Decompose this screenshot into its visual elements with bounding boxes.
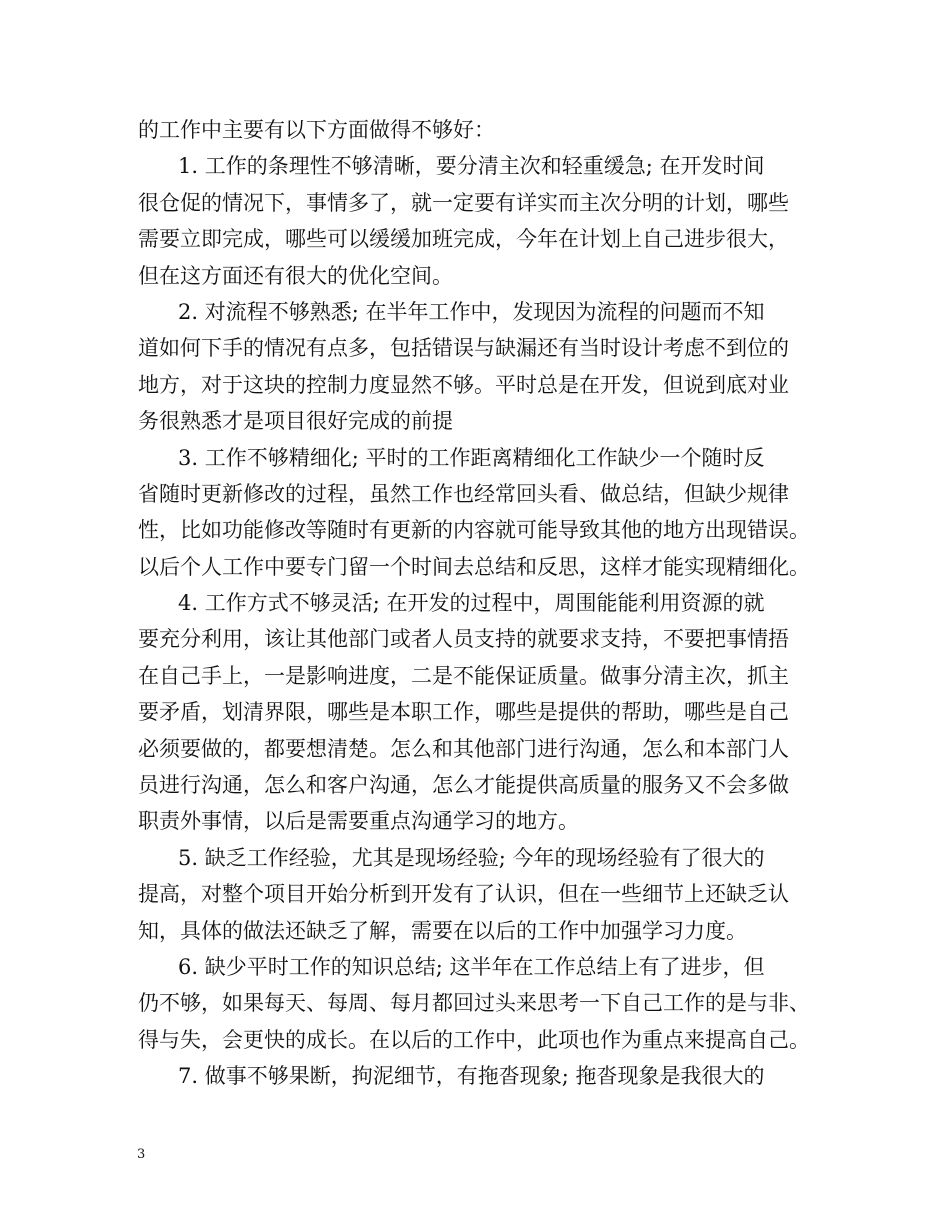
text-line: 提高，对整个项目开始分析到开发有了认识，但在一些细节上还缺乏认 [138,882,789,907]
text-line: 2. 对流程不够熟悉; 在半年工作中，发现因为流程的问题而不知 [178,299,765,324]
text-line: 地方，对于这块的控制力度显然不够。平时总是在开发，但说到底对业 [138,372,789,397]
text-line: 道如何下手的情况有点多，包括错误与缺漏还有当时设计考虑不到位的 [138,336,789,361]
text-line: 仍不够，如果每天、每周、每月都回过头来思考一下自己工作的是与非、 [138,991,810,1016]
text-line: 要矛盾，划清界限，哪些是本职工作，哪些是提供的帮助，哪些是自己 [138,700,789,725]
text-line: 很仓促的情况下，事情多了，就一定要有详实而主次分明的计划，哪些 [138,190,789,215]
text-line: 省随时更新修改的过程，虽然工作也经常回头看、做总结，但缺少规律 [138,481,789,506]
text-line: 5. 缺乏工作经验，尤其是现场经验; 今年的现场经验有了很大的 [178,845,765,870]
body-text [138,112,824,1095]
text-line: 3. 工作不够精细化; 平时的工作距离精细化工作缺少一个随时反 [178,445,765,470]
text-line: 职责外事情，以后是需要重点沟通学习的地方。 [138,809,579,834]
text-line: 务很熟悉才是项目很好完成的前提 [138,409,453,434]
text-line: 员进行沟通，怎么和客户沟通，怎么才能提供高质量的服务又不会多做 [138,773,789,798]
text-line: 性，比如功能修改等随时有更新的内容就可能导致其他的地方出现错误。 [138,518,810,543]
text-line: 6. 缺少平时工作的知识总结; 这半年在工作总结上有了进步，但 [178,954,765,979]
text-line: 以后个人工作中要专门留一个时间去总结和反思，这样才能实现精细化。 [138,554,810,579]
text-line: 必须要做的，都要想清楚。怎么和其他部门进行沟通，怎么和本部门人 [138,736,789,761]
text-line: 的工作中主要有以下方面做得不够好： [138,118,495,142]
page-number: 3 [137,1147,146,1162]
text-line: 知，具体的做法还缺乏了解，需要在以后的工作中加强学习力度。 [138,918,747,943]
text-line: 需要立即完成，哪些可以缓缓加班完成，今年在计划上自己进步很大， [138,227,789,252]
text-line: 7. 做事不够果断，拘泥细节，有拖沓现象; 拖沓现象是我很大的 [178,1064,765,1089]
text-line: 4. 工作方式不够灵活; 在开发的过程中，周围能能利用资源的就 [178,591,765,616]
text-line: 要充分利用，该让其他部门或者人员支持的就要求支持，不要把事情捂 [138,627,789,652]
text-line: 得与失，会更快的成长。在以后的工作中，此项也作为重点来提高自己。 [138,1027,810,1052]
text-line: 在自己手上，一是影响进度，二是不能保证质量。做事分清主次，抓主 [138,663,789,688]
text-line: 1. 工作的条理性不够清晰，要分清主次和轻重缓急; 在开发时间 [178,154,765,179]
text-line: 但在这方面还有很大的优化空间。 [138,263,453,288]
